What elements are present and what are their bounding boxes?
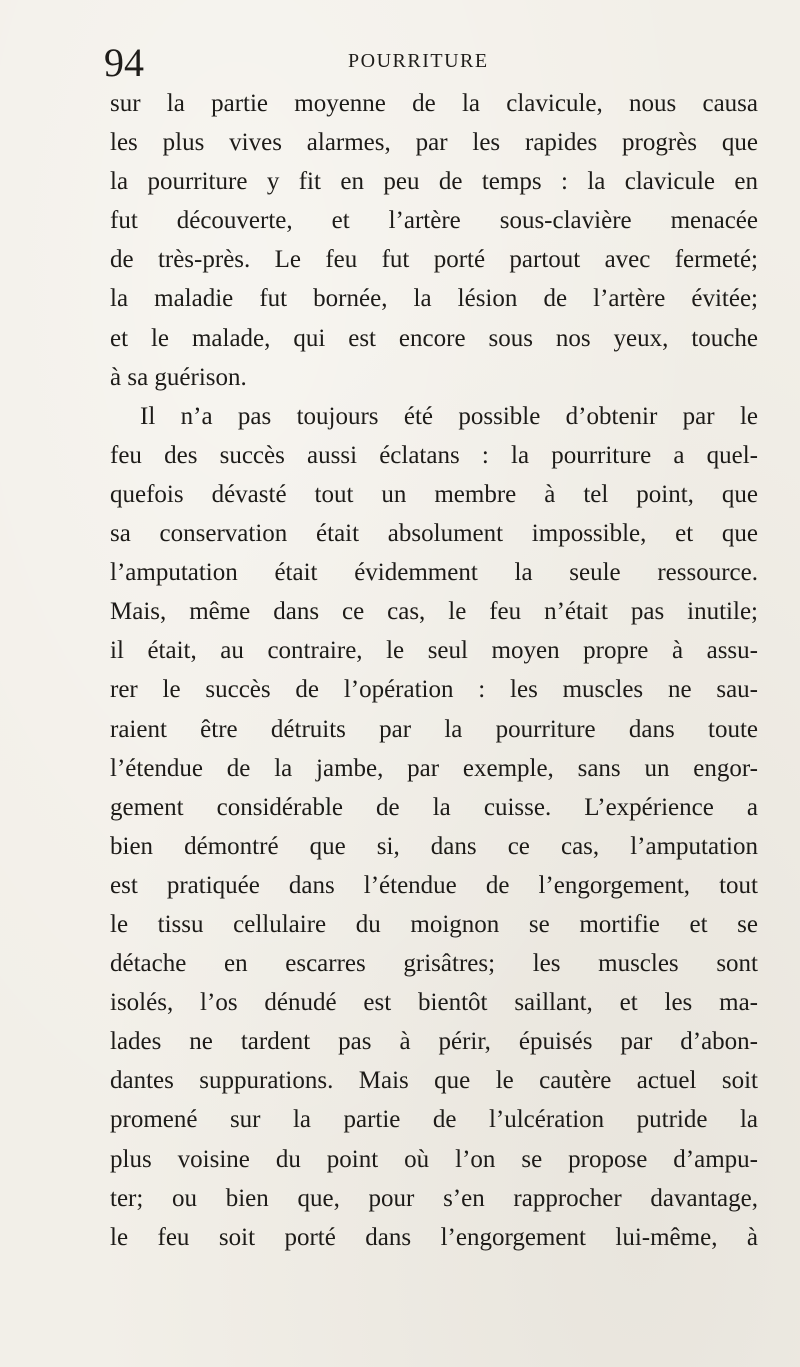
text-line: à sa guérison.	[110, 363, 247, 391]
text-line: sur la partie moyenne de la clavicule, nous causa	[110, 90, 758, 117]
page-number: 94	[104, 40, 144, 85]
text-line: la pourriture y fit en peu de temps : la clavicule en	[110, 168, 758, 196]
text-line: il était, au contraire, le seul moyen propre à assu-	[110, 637, 758, 665]
text-line: l’étendue de la jambe, par exemple, sans un engor-	[110, 754, 758, 782]
text-line: Mais, même dans ce cas, le feu n’était pas inutile;	[110, 598, 758, 626]
text-line: détache en escarres grisâtres; les muscles sont	[110, 950, 758, 978]
text-line: dantes suppurations. Mais que le cautère actuel soit	[110, 1067, 758, 1095]
text-line: raient être détruits par la pourriture dans toute	[110, 715, 758, 743]
text-line: fut découverte, et l’artère sous-clavière menacée	[110, 207, 758, 235]
text-line: et le malade, qui est encore sous nos yeux, touche	[110, 324, 758, 352]
text-line: le tissu cellulaire du moignon se mortifie et se	[110, 910, 758, 938]
text-line: feu des succès aussi éclatans : la pourriture a quel-	[110, 441, 758, 469]
text-line: gement considérable de la cuisse. L’expérience a	[110, 793, 758, 821]
body-text	[110, 84, 758, 1257]
text-line: de très-près. Le feu fut porté partout avec fermeté;	[110, 246, 758, 274]
text-line: la maladie fut bornée, la lésion de l’artère évitée;	[110, 285, 758, 313]
text-line: est pratiquée dans l’étendue de l’engorgement, tout	[110, 871, 758, 899]
text-line: l’amputation était évidemment la seule ressource.	[110, 559, 758, 587]
text-line: ter; ou bien que, pour s’en rapprocher davantage,	[110, 1184, 758, 1212]
text-line: promené sur la partie de l’ulcération putride la	[110, 1106, 758, 1134]
text-line: plus voisine du point où l’on se propose d’ampu-	[110, 1145, 758, 1173]
text-line: les plus vives alarmes, par les rapides progrès que	[110, 129, 758, 157]
text-line: rer le succès de l’opération : les muscles ne sau-	[110, 676, 758, 704]
page-header	[104, 38, 744, 88]
text-line: quefois dévasté tout un membre à tel point, que	[110, 480, 758, 508]
text-line: bien démontré que si, dans ce cas, l’amputation	[110, 832, 758, 860]
text-line: lades ne tardent pas à périr, épuisés par d’abon-	[110, 1028, 758, 1056]
text-line: isolés, l’os dénudé est bientôt saillant, et les ma-	[110, 989, 758, 1017]
text-line: sa conservation était absolument impossible, et que	[110, 520, 758, 548]
text-line: le feu soit porté dans l’engorgement lui-même, à	[110, 1223, 758, 1251]
paragraph-start-line: Il n’a pas toujours été possible d’obtenir par le	[140, 402, 758, 430]
running-head: POURRITURE	[348, 50, 489, 72]
